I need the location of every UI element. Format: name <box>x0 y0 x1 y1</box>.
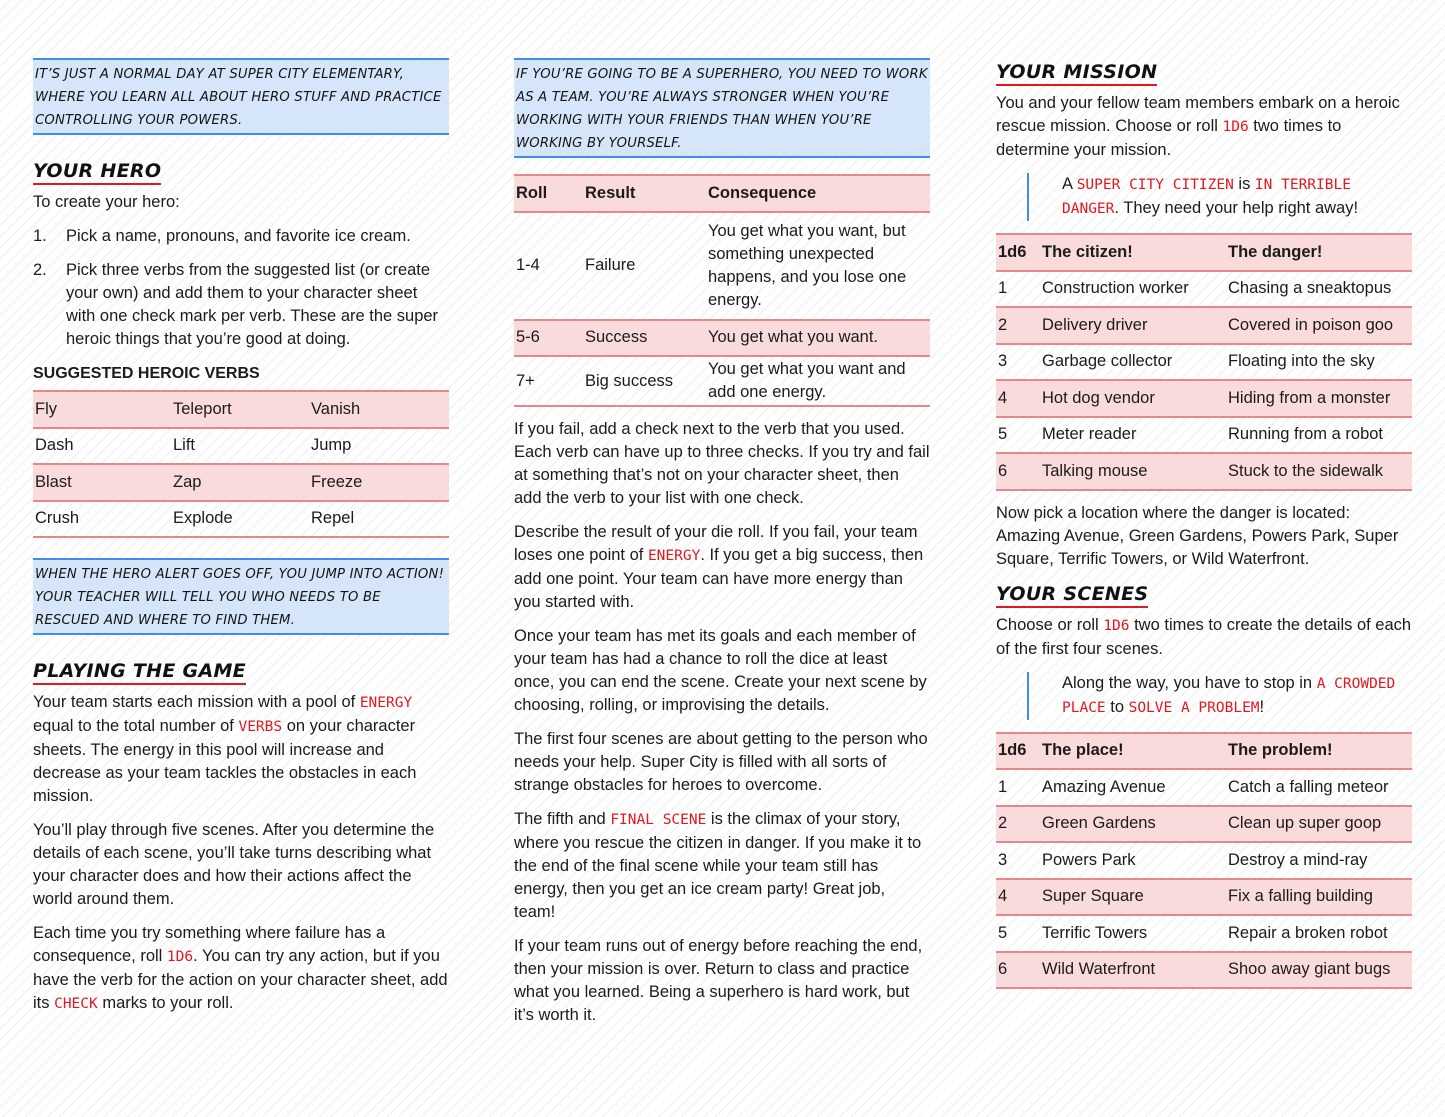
table-cell: Freeze <box>311 472 363 491</box>
rules-p2 <box>514 521 930 614</box>
text-span: A <box>1062 175 1077 193</box>
text-span: 2. <box>33 261 47 279</box>
table-row <box>996 380 1412 417</box>
text-span: 1. <box>33 227 47 245</box>
table-cell: Blast <box>35 472 72 491</box>
table-cell: Covered in poison goo <box>1228 315 1394 334</box>
table-cell: Green Gardens <box>1042 814 1156 833</box>
table-cell: Super Square <box>1042 887 1144 906</box>
table-header-row <box>996 733 1412 770</box>
text-span: SOLVE A PROBLEM <box>1128 699 1260 716</box>
table-header-cell: Result <box>585 183 636 202</box>
alert-callout: WHEN THE HERO ALERT GOES OFF, YOU JUMP INTO ACTION! YOUR TEACHER WILL TELL YOU WHO NEEDS TO BE RESCUED AND WHERE TO FIND THEM. <box>33 558 449 635</box>
table-cell: 2 <box>998 814 1008 833</box>
table-cell: Construction worker <box>1042 279 1189 298</box>
table-cell: Chasing a sneaktopus <box>1228 279 1392 298</box>
table-cell: Explode <box>173 509 233 528</box>
text-span: 1D6 <box>1103 617 1130 634</box>
table-row <box>514 320 930 357</box>
table-cell: Stuck to the sidewalk <box>1228 461 1383 480</box>
text-span: marks to your roll. <box>97 994 234 1012</box>
table-cell: Catch a falling meteor <box>1228 777 1389 796</box>
table-cell: 5 <box>998 425 1008 444</box>
table-cell: Powers Park <box>1042 850 1136 869</box>
text-span: is <box>1233 175 1255 193</box>
playing-p1 <box>33 691 449 808</box>
rules-p3: Once your team has met its goals and each member of your team has had a chance to roll the dice at least once, you can end the scene. Create your next scene by choosing, rolling, or improvising the details. <box>514 627 927 714</box>
table-cell: 1-4 <box>516 256 540 274</box>
table-header-cell: Consequence <box>708 183 817 202</box>
table-row <box>33 428 449 465</box>
rules-p1: If you fail, add a check next to the verb that you used. Each verb can have up to three checks. If you try and fail at something that’s not on your character sheet, then add the verb to your list with one check. <box>514 420 930 507</box>
list-item <box>33 225 449 248</box>
table-row <box>996 806 1412 843</box>
text-span: Your team starts each mission with a pool of <box>33 693 360 711</box>
table-cell: You get what you want. <box>708 328 879 347</box>
playing-p3 <box>33 922 449 1016</box>
text-span: 1D6 <box>1222 119 1249 135</box>
table-cell: Repair a broken robot <box>1228 923 1388 942</box>
text-span: A CROWDED PLACE <box>1062 675 1396 716</box>
table-cell: Talking mouse <box>1042 461 1148 480</box>
text-span: is the climax of your story, where you rescue the citizen in danger. If you make it to the end of the final scene while your team still has energy, then you get an ice cream party! Great job, team! <box>514 810 922 921</box>
intro-callout: IT’S JUST A NORMAL DAY AT SUPER CITY ELEMENTARY, WHERE YOU LEARN ALL ABOUT HERO STUFF AND PRACTICE CONTROLLING YOUR POWERS. <box>33 58 449 135</box>
your-hero-lead: To create your hero: <box>33 193 180 211</box>
table-cell: 2 <box>998 315 1008 334</box>
table-cell: 6 <box>998 960 1008 979</box>
text-span: CHECK <box>54 996 98 1012</box>
table-header-cell: The citizen! <box>1042 242 1133 261</box>
table-cell: 4 <box>998 388 1008 407</box>
table-row <box>996 453 1412 490</box>
table-row <box>996 344 1412 381</box>
table-cell: 3 <box>998 850 1008 869</box>
column-right <box>996 60 1412 989</box>
table-row <box>33 391 449 428</box>
text-span: 1D6 <box>166 949 194 965</box>
table-row <box>996 769 1412 806</box>
table-cell: Crush <box>35 509 80 528</box>
text-span: IN TERRIBLE DANGER <box>1062 177 1351 217</box>
text-span: Pick three verbs from the suggested list (or create your own) and add them to your character sheet with one check mark per verb. These are the super heroic things that you’re good at doing. <box>66 261 439 348</box>
table-cell: Fix a falling building <box>1228 887 1373 906</box>
table-cell: Lift <box>173 436 196 455</box>
mission-table <box>996 233 1412 491</box>
table-cell: Success <box>585 328 648 347</box>
table-cell: 7+ <box>516 371 535 390</box>
table-row <box>996 879 1412 916</box>
table-cell: Big success <box>585 371 674 390</box>
text-span: ! <box>1259 697 1265 716</box>
table-cell: 4 <box>998 887 1008 906</box>
text-span: Choose or roll <box>996 615 1104 634</box>
table-header-cell: 1d6 <box>998 242 1027 261</box>
table-cell: Teleport <box>173 399 232 418</box>
table-cell: Amazing Avenue <box>1042 777 1166 796</box>
table-cell: 1 <box>998 777 1008 796</box>
scenes-heading: YOUR SCENES <box>996 582 1148 608</box>
table-cell: Shoo away giant bugs <box>1228 960 1391 979</box>
column-middle <box>514 58 930 1038</box>
table-cell: Wild Waterfront <box>1042 960 1156 979</box>
text-span: SUPER CITY CITIZEN <box>1076 177 1234 193</box>
playing-heading: PLAYING THE GAME <box>33 659 246 685</box>
text-span: two times to create the details of each of the first four scenes. <box>996 615 1412 658</box>
table-cell: Terrific Towers <box>1042 923 1148 942</box>
table-cell: You get what you want, but something unexpected happens, and you lose one energy. <box>708 221 907 309</box>
rules-p5 <box>514 808 930 924</box>
table-cell: Destroy a mind-ray <box>1228 850 1368 869</box>
mission-intro <box>996 92 1412 162</box>
table-cell: 5-6 <box>516 328 540 347</box>
table-cell: Vanish <box>311 399 361 418</box>
table-cell: Hiding from a monster <box>1228 388 1391 407</box>
table-row <box>996 842 1412 879</box>
table-cell: Floating into the sky <box>1228 352 1375 371</box>
table-row <box>514 212 930 320</box>
table-row <box>996 915 1412 952</box>
table-cell: 6 <box>998 461 1008 480</box>
rules-p6: If your team runs out of energy before reaching the end, then your mission is over. Return to class and practice what you learned. Being a superhero is hard work, but it’s worth it. <box>514 937 923 1024</box>
table-cell: Meter reader <box>1042 425 1137 444</box>
verbs-table <box>33 390 449 538</box>
roll-table <box>514 174 930 407</box>
text-span: Pick a name, pronouns, and favorite ice cream. <box>66 227 411 245</box>
table-row <box>996 417 1412 454</box>
text-span: FINAL SCENE <box>610 812 707 828</box>
text-span: two times to determine your mission. <box>996 117 1342 159</box>
text-span: equal to the total number of <box>33 717 239 735</box>
table-cell: 1 <box>998 279 1008 298</box>
table-cell: Clean up super goop <box>1228 814 1382 833</box>
text-span: You and your fellow team members embark on a heroic rescue mission. Choose or roll <box>996 94 1400 135</box>
text-span: ENERGY <box>359 695 413 711</box>
table-row <box>33 501 449 538</box>
table-cell: 3 <box>998 352 1008 371</box>
text-span: on your character sheets. The energy in this pool will increase and decrease as your team tackles the obstacles in each mission. <box>33 717 417 805</box>
column-left <box>33 58 449 1027</box>
verbs-heading: SUGGESTED HEROIC VERBS <box>33 365 260 382</box>
table-cell: Delivery driver <box>1042 315 1148 334</box>
table-row <box>514 356 930 406</box>
text-span: . You can try any action, but if you have the verb for the action on your character sheet, add its <box>33 947 448 1012</box>
table-row <box>33 464 449 501</box>
table-row <box>996 271 1412 308</box>
table-cell: Fly <box>35 399 57 418</box>
table-cell: Jump <box>311 436 352 455</box>
table-header-row <box>996 234 1412 271</box>
rules-p4: The first four scenes are about getting to the person who needs your help. Super City is filled with all sorts of strange obstacles for heroes to overcome. <box>514 730 928 794</box>
table-header-cell: 1d6 <box>998 741 1027 760</box>
playing-p2: You’ll play through five scenes. After you determine the details of each scene, you’ll take turns describing what your character does and how their actions affect the world around them. <box>33 821 435 908</box>
list-item <box>33 259 449 351</box>
table-cell: Failure <box>585 256 636 274</box>
scenes-table <box>996 732 1412 990</box>
table-cell: Repel <box>311 509 355 528</box>
scenes-intro <box>996 614 1412 661</box>
team-callout: IF YOU’RE GOING TO BE A SUPERHERO, YOU NEED TO WORK AS A TEAM. YOU’RE ALWAYS STRONGER WHEN YOU’RE WORKING WITH YOUR FRIENDS THAN WHEN YOU’RE WORKING BY YOURSELF. <box>514 58 930 158</box>
text-span: . They need your help right away! <box>1114 199 1359 217</box>
table-cell: You get what you want and add one energy. <box>708 360 906 401</box>
table-header-cell: The problem! <box>1228 741 1333 760</box>
text-span: . If you get a big success, then add one point. Your team can have more energy than you started with. <box>514 546 924 611</box>
scenes-quote <box>1027 672 1412 720</box>
table-cell: Zap <box>173 472 202 491</box>
text-span: Along the way, you have to stop in <box>1062 673 1317 692</box>
text-span: VERBS <box>238 719 283 735</box>
text-span: Each time you try something where failure has a consequence, roll <box>33 924 386 965</box>
table-header-cell: The place! <box>1042 741 1124 760</box>
table-cell: Dash <box>35 436 74 455</box>
text-span: The fifth and <box>514 810 611 828</box>
text-span: Describe the result of your die roll. If you fail, your team loses one point of <box>514 523 918 564</box>
hero-steps-list <box>33 225 449 351</box>
table-row <box>996 952 1412 989</box>
table-header-row <box>514 175 930 212</box>
mission-quote <box>1027 173 1412 221</box>
text-span: to <box>1105 697 1129 716</box>
your-hero-heading: YOUR HERO <box>33 159 161 185</box>
table-header-cell: The danger! <box>1228 242 1323 261</box>
table-cell: 5 <box>998 923 1008 942</box>
table-cell: Garbage collector <box>1042 352 1173 371</box>
table-cell: Running from a robot <box>1228 425 1384 444</box>
table-cell: Hot dog vendor <box>1042 388 1155 407</box>
mission-after: Now pick a location where the danger is located: Amazing Avenue, Green Gardens, Powers Park, Super Square, Terrific Towers, or Wild Waterfront. <box>996 503 1399 568</box>
table-row <box>996 307 1412 344</box>
text-span: ENERGY <box>647 548 701 564</box>
table-header-cell: Roll <box>516 183 548 202</box>
mission-heading: YOUR MISSION <box>996 60 1157 86</box>
